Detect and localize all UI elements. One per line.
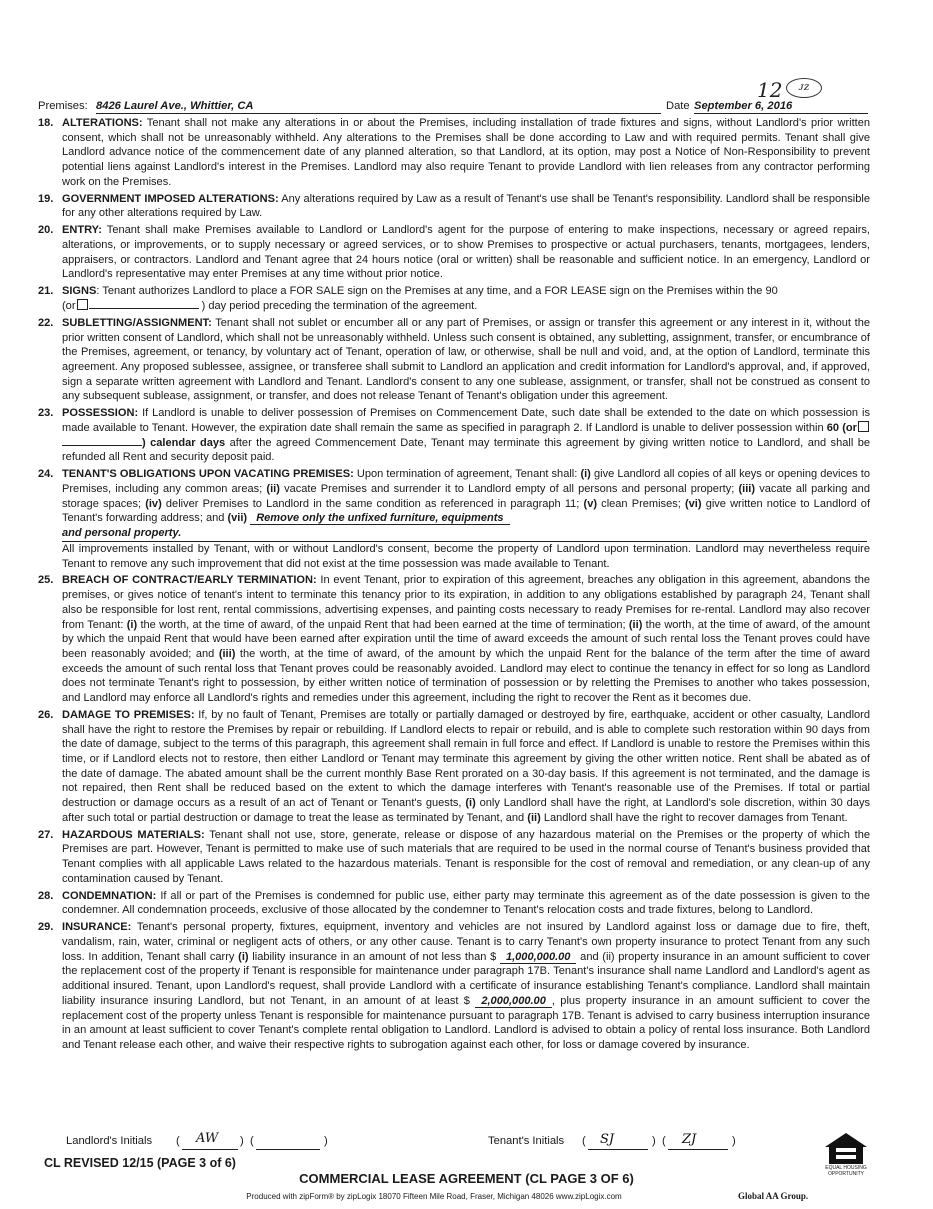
clause-text: vacate all parking and storage spaces; — [62, 483, 870, 510]
clause-text: (or — [62, 300, 76, 312]
possession-days-checkbox[interactable] — [858, 421, 869, 432]
paren-close: ) — [324, 1135, 328, 1147]
vacating-obligation-field-line-2[interactable]: and personal property. — [62, 526, 867, 542]
item-marker: (i) — [465, 797, 476, 810]
clause-heading: CONDEMNATION: — [62, 889, 157, 902]
vacating-obligation-field-line-1[interactable]: Remove only the unfixed furniture, equipments — [250, 512, 509, 525]
clause-26-damage — [38, 708, 870, 826]
clause-text: the worth, at the time of award, of the amount by which the unpaid Rent that would have been earned after expiration until the time of award exceeds the amount of such rental loss the Tenant proves could have been reasonably avoided; and — [62, 618, 870, 660]
clause-number: 24. — [38, 468, 54, 481]
paren-open: ( — [250, 1135, 254, 1147]
clause-text: the worth, at the time of award, of the unpaid Rent that had been earned at the time of termination; — [140, 618, 626, 631]
landlord-initials-label: Landlord's Initials — [66, 1135, 153, 1147]
clause-number: 23. — [38, 407, 54, 420]
clause-number: 27. — [38, 828, 54, 841]
landlord-initials-field-2[interactable] — [256, 1135, 320, 1150]
form-revision: CL REVISED 12/15 (PAGE 3 of 6) — [44, 1156, 236, 1170]
clause-number: 26. — [38, 708, 54, 721]
clause-heading: SIGNS — [62, 285, 97, 298]
initials-row — [66, 1131, 786, 1151]
item-marker: (vi) — [684, 497, 702, 510]
item-marker: (iii) — [218, 647, 236, 660]
brokerage-name: Global AA Group. — [738, 1191, 809, 1201]
clause-heading: ALTERATIONS: — [62, 117, 143, 129]
item-marker: (i) — [580, 468, 591, 481]
clause-29-insurance — [38, 920, 870, 1052]
clause-text: after the agreed Commencement Date, Tenant may terminate this agreement by giving written notice to Landlord, and shall be refunded all Rent and security deposit paid. — [62, 436, 871, 464]
clause-27-hazardous — [38, 828, 870, 887]
clause-text: give Landlord all copies of all keys or opening devices to Premises, including any common areas; — [62, 468, 870, 495]
date-label: Date — [666, 100, 690, 112]
clause-text: Landlord shall have the right to recover damages from Tenant. — [543, 811, 848, 824]
clause-heading: INSURANCE: — [62, 921, 132, 934]
clause-text: If all or part of the Premises is condemned for public use, either party may terminate this agreement as of the date possession is given to the condemner. All condemnation proceeds, exclusive of those allocated by the condemner to Tenant's relocation costs and trade fixtures, belong to Landlord. — [62, 889, 871, 917]
clause-text: Tenant shall not make any alterations in or about the Premises, including installation of trade fixtures and signs, without Landlord's prior written consent, which shall not be unreasonably withheld. Any alterations to the Premises shall be done according to Law and with required permits. Tenant shall give Landlord advance notice of the commencement date of any planned alteration, so that Landlord, at its option, may post a Notice of Non-Responsibility to prevent potential liens against Landlord's interest in the Premises. Landlord may also require Tenant to provide Landlord with lien releases from any contractor performing work on the Premises. — [62, 117, 870, 188]
landlord-liability-amount-field[interactable]: 2,000,000.00 — [475, 995, 552, 1008]
clause-text: , plus property insurance in an amount sufficient to cover the replacement cost of the property unless Tenant is responsible for maintenance pursuant to paragraph 17B. Tenant is advised to carry business interruption insurance in an amount at least sufficient to cover Tenant's complete rental obligation to Landlord. Landlord is advised to obtain a policy of rental loss insurance. Both Landlord and Tenant release each other, and waive their respective rights to subrogation against each other, for loss or damage covered by insurance. — [62, 994, 870, 1051]
clause-number: 21. — [38, 285, 54, 298]
date-field[interactable]: September 6, 2016 — [694, 100, 868, 114]
clause-25-breach — [38, 573, 870, 705]
clause-23-possession — [38, 406, 870, 465]
paren-close: ) — [732, 1135, 736, 1147]
signs-days-checkbox[interactable] — [77, 299, 88, 310]
clause-heading: POSSESSION: — [62, 407, 139, 420]
producer-line: Produced with zipForm® by zipLogix 18070 Fifteen Mile Road, Fraser, Michigan 48026 www.zipLogix.com — [246, 1192, 622, 1201]
clause-number: 29. — [38, 921, 54, 934]
item-marker: (ii) — [266, 483, 280, 495]
item-marker: (iii) — [738, 483, 756, 495]
clause-heading: DAMAGE TO PREMISES: — [62, 708, 195, 721]
signs-days-field[interactable] — [89, 308, 199, 309]
paren-open: ( — [662, 1135, 666, 1147]
item-marker: (iv) — [145, 497, 162, 510]
premises-label: Premises: — [38, 100, 88, 112]
clause-text: liability insurance in an amount of not less than $ — [252, 950, 497, 963]
clause-heading: HAZARDOUS MATERIALS: — [62, 828, 205, 841]
clause-text: : Tenant authorizes Landlord to place a FOR SALE sign on the Premises at any time, and a FOR LEASE sign on the Premises within the 90 — [96, 285, 778, 298]
tenant-initial-signature-2: ZJ — [682, 1132, 697, 1147]
paren-open: ( — [582, 1135, 586, 1147]
clause-text: All improvements installed by Tenant, with or without Landlord's consent, become the property of Landlord upon termination. Landlord may nevertheless require Tenant to remove any such improvement that did not exist at the time possession was made available to Tenant. — [62, 542, 870, 570]
clause-heading: ENTRY: — [62, 224, 102, 237]
clause-number: 19. — [38, 192, 54, 205]
premises-field[interactable]: 8426 Laurel Ave., Whittier, CA — [96, 100, 661, 114]
possession-days-default: 60 (or — [826, 422, 857, 434]
clause-number: 20. — [38, 224, 54, 237]
clause-text: only Landlord shall have the right, at Landlord's sole discretion, within 30 days after such total or partial destruction or damage to treat the lease as terminated by Tenant, and — [62, 797, 870, 824]
clause-number: 28. — [38, 889, 54, 902]
clause-text: In event Tenant, prior to expiration of this agreement, breaches any obligation in this agreement, abandons the premises, or gives notice of tenant's intent to terminate this tenancy prior to its expiration, in addition to any obligations established by paragraph 24, Tenant shall also be responsible for lost rent, rental commissions, advertising expenses, and painting costs necessary to ready Premises for re-rental. Landlord may also recover from Tenant: — [62, 574, 870, 631]
clause-24-vacating — [38, 467, 870, 571]
clause-text: ) day period preceding the termination of the agreement. — [201, 300, 478, 312]
clause-text: vacate Premises and surrender it to Landlord empty of all persons and personal property; — [284, 483, 735, 495]
item-marker: (v) — [583, 497, 598, 510]
paren-close: ) — [652, 1135, 656, 1147]
item-marker: (ii) — [628, 618, 643, 631]
item-marker: (i) — [126, 618, 138, 631]
clause-text: Any alterations required by Law as a result of Tenant's use shall be Tenant's responsibility. Landlord shall be responsible for any other alterations required by Law. — [62, 192, 870, 220]
form-title: COMMERCIAL LEASE AGREEMENT (CL PAGE 3 OF 6) — [299, 1171, 634, 1186]
clause-22-subletting — [38, 316, 870, 404]
clause-text: clean Premises; — [601, 497, 681, 510]
possession-days-field[interactable] — [62, 445, 142, 446]
clause-text: ) calendar days — [142, 436, 226, 449]
handwritten-page-number: 12 — [757, 78, 783, 102]
clause-number: 25. — [38, 574, 54, 587]
handwritten-initials-mark: ᴊᴢ — [786, 78, 822, 98]
clause-text: Tenant's personal property, fixtures, equipment, inventory and vehicles are not insured by Landlord against loss or damage due to fire, theft, vandalism, rain, water, criminal or negligent acts of others, or any other cause. Tenant is to carry Tenant's own property insurance to protect Tenant from any such loss. In addition, Tenant shall carry — [62, 921, 870, 963]
clause-heading: GOVERNMENT IMPOSED ALTERATIONS: — [62, 192, 279, 205]
item-marker: (vii) — [227, 512, 248, 525]
lease-clauses — [38, 116, 870, 1055]
paren-close: ) — [240, 1135, 244, 1147]
clause-text: Tenant shall not sublet or encumber all or any part of Premises, or assign or transfer this agreement or any interest in it, without the prior written consent of Landlord, which shall not be unreasonably withheld. Unless such consent is obtained, any subletting, assignment, transfer, or encumbrance of the Premises, agreement, or tenancy, by voluntary act of Tenant, operation of law, or otherwise, shall be null and void, and, at the option of Landlord, terminate this agreement. Any proposed sublessee, assignee, or transferee shall submit to Landlord an application and credit information for Landlord's approval, and, if approved, sign a separate written agreement with Landlord and Tenant. Landlord's consent to any one sublease, assignment, or transfer, shall not be construed as consent to any subsequent sublease, assignment, or transfer, and does not release Tenant of Tenant's obligation under this agreement. — [62, 316, 870, 403]
clause-text: Upon termination of agreement, Tenant shall: — [356, 468, 578, 481]
equal-housing-logo — [821, 1131, 871, 1177]
clause-number: 18. — [38, 117, 54, 129]
clause-text: Tenant shall make Premises available to Landlord or Landlord's agent for the purpose of entering to make inspections, necessary or agreed repairs, alterations, or improvements, or to supply necessary or agreed services, or to show Premises to prospective or actual purchasers, tenants, mortgagees, lenders, appraisers, or contractors. Landlord and Tenant agree that 24 hours notice (oral or written) shall be reasonable and sufficient notice. In an emergency, Landlord or Landlord's representative may enter Premises at any time without prior notice. — [62, 224, 870, 281]
clause-text: give written notice to Landlord of Tenant's forwarding address; and — [62, 497, 871, 525]
clause-20-entry — [38, 223, 870, 282]
clause-text: and (ii) property insurance in an amount sufficient to cover the replacement cost of the property if Tenant is responsible for maintenance under paragraph 17B. Tenant's insurance shall name Landlord and Landlord's agent as additional insured. Tenant, upon Landlord's request, shall provide Landlord with a certificate of insurance establishing Tenant's compliance. Landlord shall maintain liability insurance insuring Landlord, but not Tenant, in an amount of at least $ — [62, 950, 870, 1007]
item-marker: (i) — [238, 950, 249, 963]
paren-open: ( — [176, 1135, 180, 1147]
clause-21-signs — [38, 284, 870, 313]
landlord-initial-signature: AW — [196, 1131, 219, 1146]
tenant-initial-signature-1: SJ — [600, 1132, 615, 1147]
clause-19-government-alterations — [38, 192, 870, 221]
clause-heading: TENANT'S OBLIGATIONS UPON VACATING PREMISES: — [62, 468, 354, 481]
clause-text: Tenant shall not use, store, generate, release or dispose of any hazardous material on the Premises or the property of which the Premises are part. However, Tenant is permitted to make use of such materials that are required to be used in the normal course of Tenant's business provided that Tenant complies with all applicable Laws related to the hazardous materials. Tenant is responsible for the cost of removal and remediation, or any clean-up of any contamination caused by Tenant. — [62, 828, 870, 885]
clause-text: deliver Premises to Landlord in the same condition as referenced in paragraph 11; — [165, 497, 580, 510]
clause-heading: SUBLETTING/ASSIGNMENT: — [62, 316, 212, 329]
tenant-initials-field-2[interactable] — [668, 1135, 728, 1150]
clause-text: If Landlord is unable to deliver possession of Premises on Commencement Date, such date shall be extended to the date on which possession is made available to Tenant. However, the expiration date shall remain the same as specified in paragraph 2. If Landlord is unable to deliver possession within — [62, 407, 870, 434]
equal-housing-icon — [821, 1131, 871, 1165]
clause-number: 22. — [38, 316, 54, 329]
equal-housing-text: EQUAL HOUSING OPPORTUNITY — [825, 1165, 867, 1177]
clause-text: the worth, at the time of award, of the amount by which the unpaid Rent for the balance of the term after the time of award exceeds the amount of such rental loss that Tenant proves could be reasonably avoided. Landlord may elect to continue the tenancy in effect for so long as Landlord does not terminate Tenant's right to possession, by either written notice of termination of possession or by reletting the Premises to another who takes possession, and Landlord may enforce all Landlord's rights and remedies under this agreement, including the right to recover the Rent as it becomes due. — [62, 647, 870, 705]
tenant-initials-label: Tenant's Initials — [488, 1135, 565, 1147]
tenant-initials-field-1[interactable] — [588, 1135, 648, 1150]
tenant-liability-amount-field[interactable]: 1,000,000.00 — [500, 951, 577, 964]
premises-header — [38, 100, 868, 114]
clause-heading: BREACH OF CONTRACT/EARLY TERMINATION: — [62, 574, 317, 587]
clause-18-alterations — [38, 116, 870, 190]
clause-28-condemnation — [38, 889, 870, 918]
clause-text: If, by no fault of Tenant, Premises are totally or partially damaged or destroyed by fire, earthquake, accident or other casualty, Landlord shall have the right to restore the Premises by repair or rebuilding. If Landlord elects to repair or rebuild, and is able to complete such restoration within 90 days from the date of damage, subject to the terms of this paragraph, this agreement shall remain in full force and effect. If Landlord is unable to restore the Premises within this time, or if Landlord elects not to restore, then either Landlord or Tenant may terminate this agreement by giving the other written notice. Rent shall be abated as of the date of damage. The abated amount shall be the current monthly Base Rent prorated on a 30-day basis. If this agreement is not terminated, and the damage is not repaired, then Rent shall be reduced based on the extent to which the damage interferes with Tenant's reasonable use of the Premises. If total or partial destruction or damage occurs as a result of an act of Tenant or Tenant's guests, — [62, 708, 870, 810]
item-marker: (ii) — [527, 811, 541, 824]
